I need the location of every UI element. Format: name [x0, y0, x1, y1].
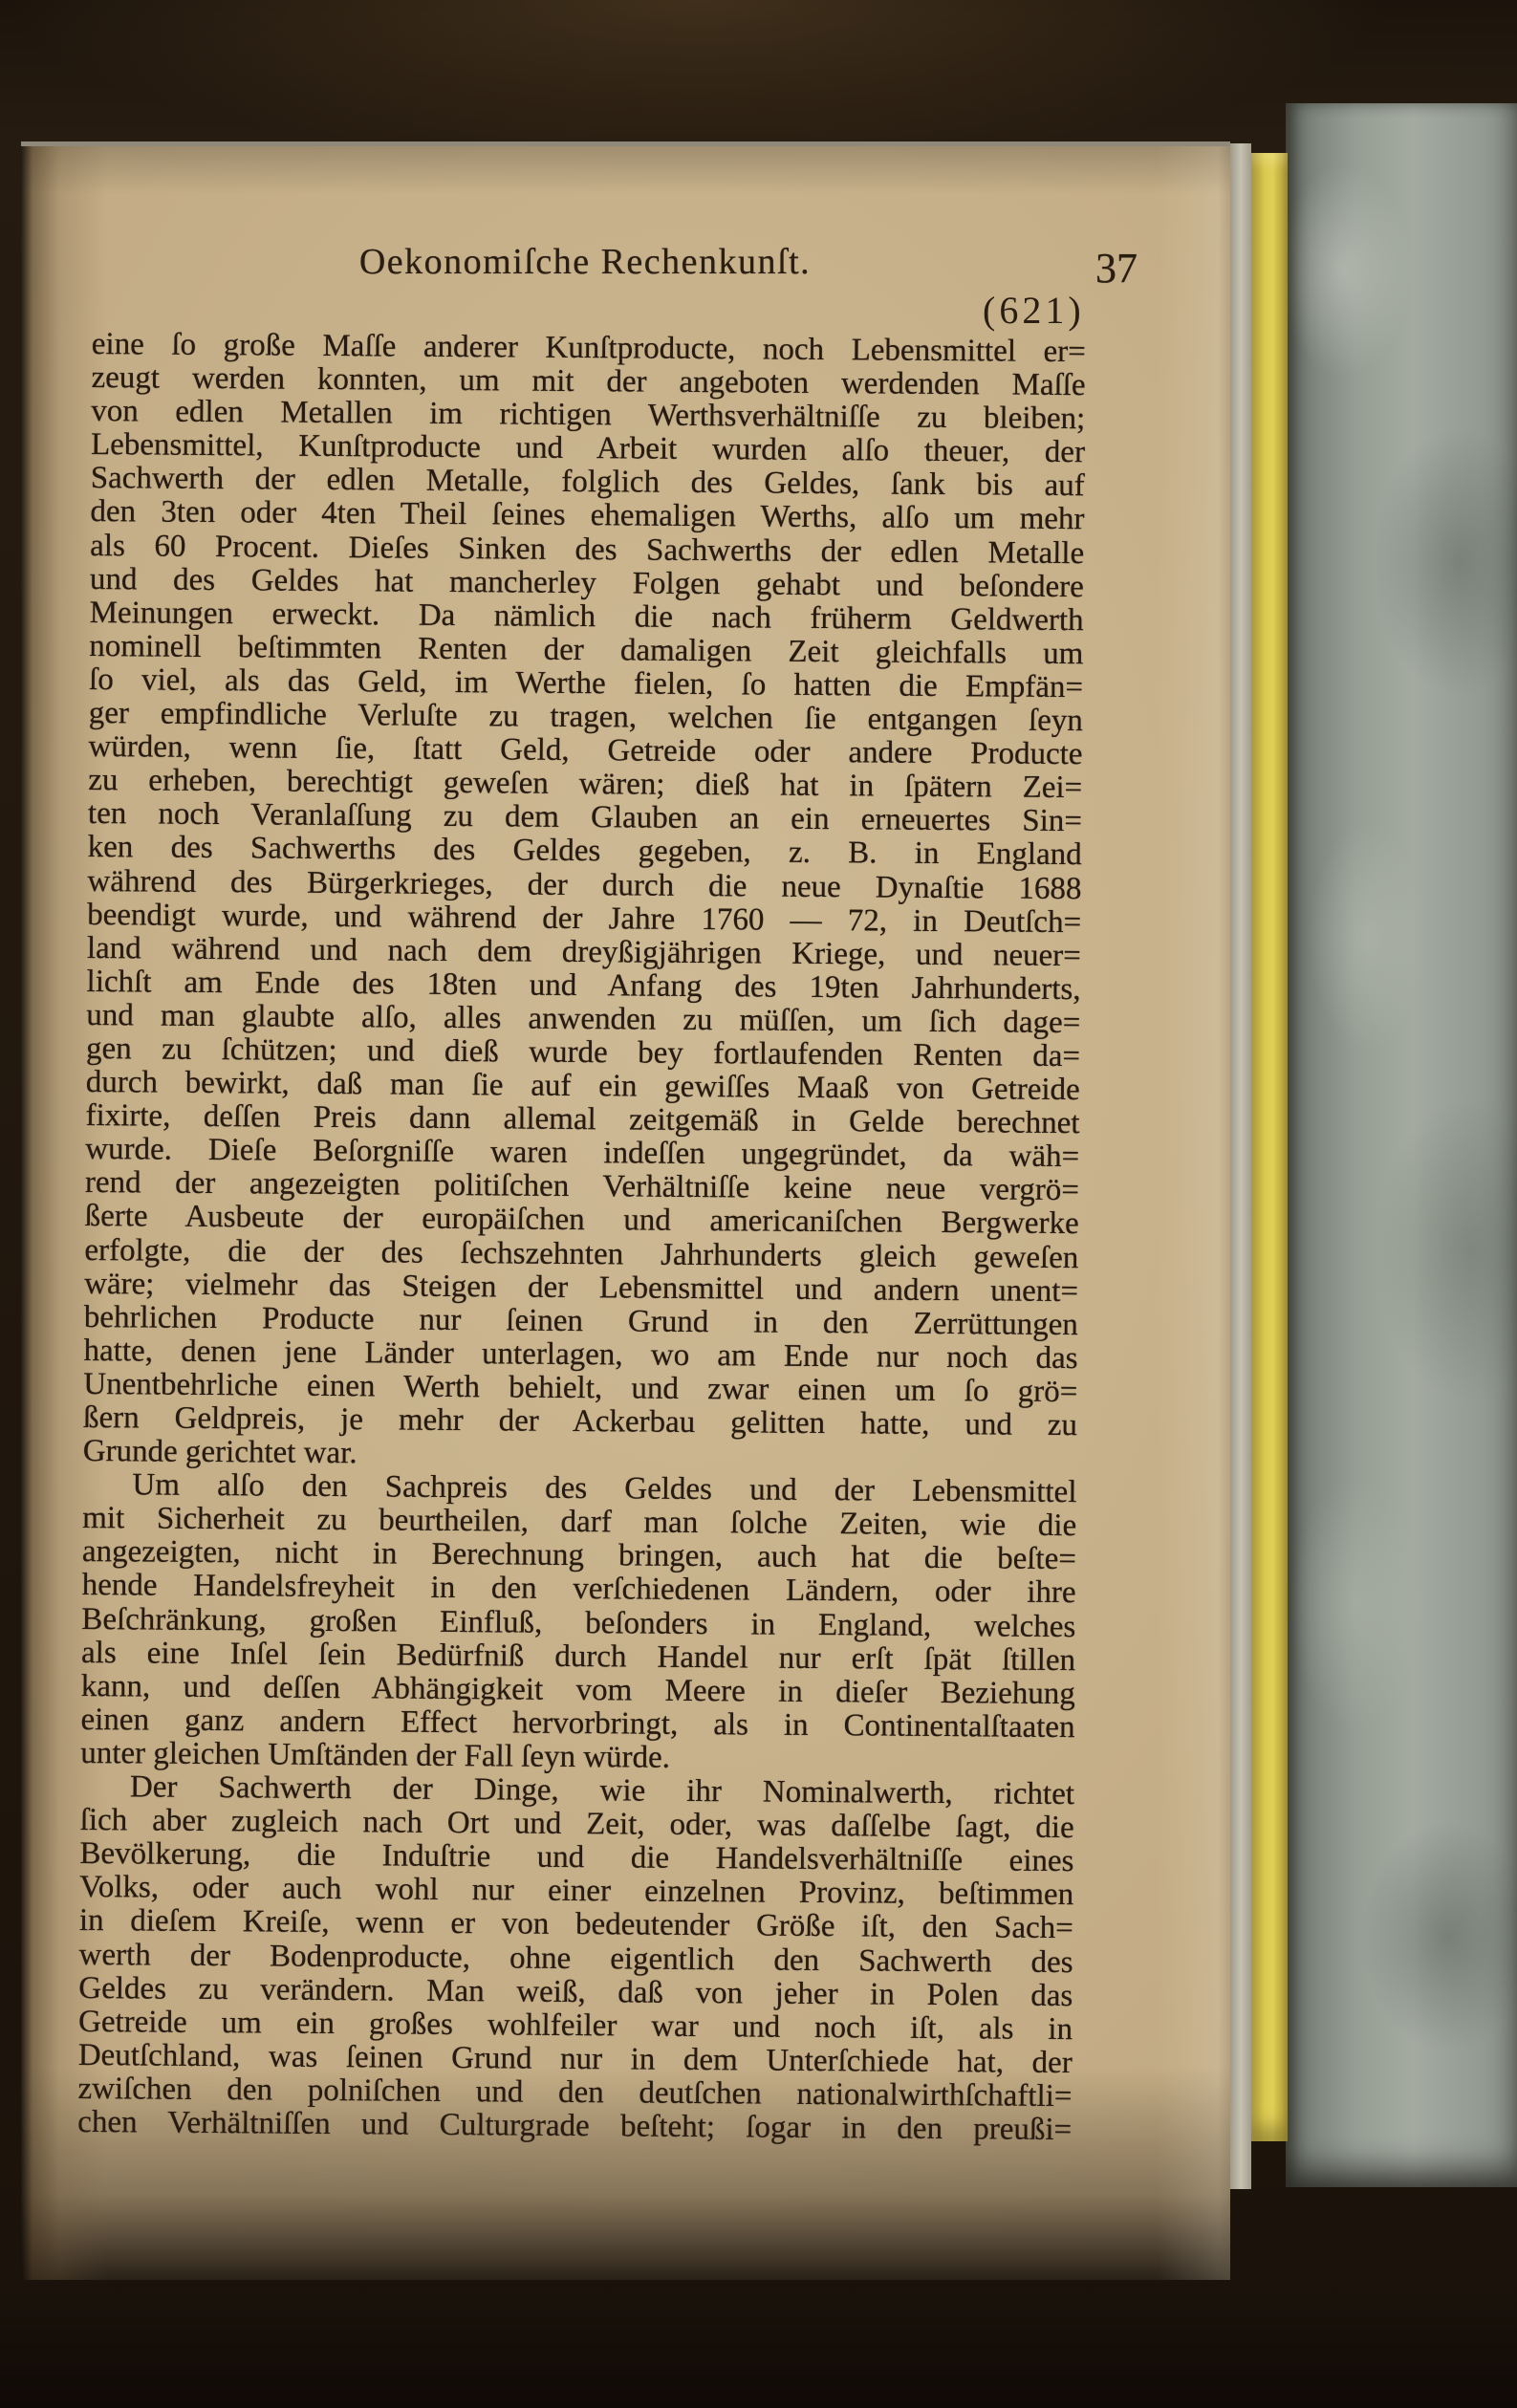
text-line: ßern Geldpreis, je mehr der Ackerbau gelitten hatte, und zu: [82, 1399, 1078, 1443]
text-line: mit Sicherheit zu beurtheilen, darf man ſolche Zeiten, wie die: [82, 1501, 1077, 1544]
text-line: als eine Inſel ſein Bedürfniß durch Handel nur erſt ſpät ſtillen: [80, 1635, 1076, 1678]
text-line: ſich aber zugleich nach Ort und Zeit, oder, was daſſelbe ſagt, die: [79, 1803, 1074, 1846]
text-line: und man glaubte alſo, alles anwenden zu müſſen, um ſich dage=: [86, 997, 1081, 1041]
section-number: (621): [983, 289, 1085, 332]
text-line: durch bewirkt, daß man ſie auf ein gewiſſes Maaß von Getreide: [85, 1065, 1080, 1108]
text-line: behrlichen Producte nur ſeinen Grund in den Zerrüttungen: [83, 1299, 1078, 1342]
text-line: lichſt am Ende des 18ten und Anfang des 19ten Jahrhunderts,: [86, 964, 1081, 1007]
text-line: Bevölkerung, die Induſtrie und die Handelsverhältniſſe eines: [79, 1836, 1074, 1879]
text-line: Volks, oder auch wohl nur einer einzelnen Provinz, beſtimmen: [79, 1870, 1074, 1913]
text-line: ken des Sachwerths des Geldes gegeben, z. B. in England: [87, 830, 1082, 873]
text-line: Grunde gerichtet war.: [82, 1434, 358, 1471]
text-line: ßerte Ausbeute der europäiſchen und americaniſchen Bergwerke: [84, 1199, 1079, 1242]
text-line: hende Handelsfreyheit in den verſchiedenen Ländern, oder ihre: [81, 1568, 1076, 1611]
text-line: zeugt werden konnten, um mit der angeboten werdenden Maſſe: [91, 360, 1086, 403]
text-line: beendigt wurde, und während der Jahre 1760 — 72, in Deutſch=: [87, 897, 1082, 940]
text-line: angezeigten, nicht in Berechnung bringen, auch hat die beſte=: [81, 1534, 1077, 1577]
text-line: Sachwerth der edlen Metalle, folglich des Geldes, ſank bis auf: [90, 461, 1085, 504]
text-line: land während und nach dem dreyßigjährigen Kriege, und neuer=: [86, 930, 1082, 973]
page-number: 37: [1095, 245, 1138, 292]
book-cover: [1286, 103, 1517, 2187]
book-page: [21, 141, 1230, 2280]
text-line: zwiſchen den polniſchen und den deutſchen nationalwirthſchaftli=: [77, 2071, 1073, 2114]
text-line: von edlen Metallen im richtigen Werthsverhältniſſe zu bleiben;: [91, 394, 1086, 437]
text-line: Lebensmittel, Kunſtproducte und Arbeit wurden alſo theuer, der: [90, 427, 1086, 470]
text-line: erfolgte, die der des ſechszehnten Jahrhunderts gleich geweſen: [84, 1232, 1079, 1275]
text-line: kann, und deſſen Abhängigkeit vom Meere in dieſer Beziehung: [80, 1668, 1075, 1711]
paragraph: [80, 1468, 1076, 1778]
body-text: [77, 328, 1086, 2147]
text-line: Beſchränkung, großen Einfluß, beſonders in England, welches: [81, 1601, 1076, 1644]
text-line: einen ganz andern Effect hervorbringt, als in Continentalſtaaten: [80, 1702, 1075, 1745]
paragraph: [77, 1770, 1074, 2147]
text-line: wäre; vielmehr das Steigen der Lebensmittel und andern unent=: [84, 1266, 1079, 1309]
text-line: ger empfindliche Verluſte zu tragen, welchen ſie entgangen ſeyn: [88, 696, 1083, 739]
text-line: den 3ten oder 4ten Theil ſeines ehemaligen Werths, alſo um mehr: [90, 494, 1085, 537]
paragraph: [83, 328, 1086, 1476]
text-line: werth der Bodenproducte, ohne eigentlich den Sachwerth des: [78, 1937, 1073, 1980]
text-line: rend der angezeigten politiſchen Verhältniſſe keine neue vergrö=: [84, 1165, 1080, 1208]
running-head: Oekonomiſche Rechenkunſt.: [358, 242, 812, 282]
text-line: Geldes zu verändern. Man weiß, daß von jeher in Polen das: [78, 1970, 1073, 2013]
text-line: zu erheben, berechtigt geweſen wären; dieß hat in ſpätern Zei=: [88, 763, 1083, 806]
text-line: wurde. Dieſe Beſorgniſſe waren indeſſen ungegründet, da wäh=: [85, 1132, 1080, 1175]
text-line: unter gleichen Umſtänden der Fall ſeyn würde.: [80, 1735, 671, 1775]
text-line: in dieſem Kreiſe, wenn er von bedeutender Größe iſt, den Sach=: [78, 1903, 1074, 1946]
text-line: chen Verhältniſſen und Culturgrade beſteht; ſogar in den preußi=: [77, 2104, 1073, 2148]
text-line: gen zu ſchützen; und dieß wurde bey fortlaufenden Renten da=: [85, 1030, 1081, 1074]
text-line: hatte, denen jene Länder unterlagen, wo am Ende nur noch das: [83, 1333, 1078, 1376]
text-line: Getreide um ein großes wohlfeiler war und noch iſt, als in: [77, 2004, 1073, 2047]
text-line: eine ſo große Maſſe anderer Kunſtproducte, noch Lebensmittel er=: [91, 327, 1086, 370]
text-line: Meinungen erweckt. Da nämlich die nach früherm Geldwerth: [89, 595, 1084, 638]
text-line: Der Sachwerth der Dinge, wie ihr Nominalwerth, richtet: [129, 1769, 1075, 1812]
text-line: Deutſchland, was ſeinen Grund nur in dem Unterſchiede hat, der: [77, 2037, 1073, 2080]
text-line: ſo viel, als das Geld, im Werthe fielen, ſo hatten die Empfän=: [88, 662, 1084, 705]
text-line: während des Bürgerkrieges, der durch die neue Dynaſtie 1688: [87, 863, 1082, 906]
text-line: nominell beſtimmten Renten der damaligen Zeit gleichfalls um: [89, 628, 1084, 672]
text-line: und des Geldes hat mancherley Folgen gehabt und beſondere: [89, 561, 1085, 604]
text-line: würden, wenn ſie, ſtatt Geld, Getreide oder andere Producte: [88, 729, 1083, 772]
yellow-page-edge: [1251, 153, 1288, 2141]
text-line: fixirte, deſſen Preis dann allemal zeitgemäß in Gelde berechnet: [85, 1098, 1080, 1141]
page-stack-edge: [1230, 143, 1251, 2189]
text-line: ten noch Veranlaſſung zu dem Glauben an ein erneuertes Sin=: [87, 796, 1083, 839]
text-line: als 60 Procent. Dieſes Sinken des Sachwerths der edlen Metalle: [90, 528, 1085, 571]
text-line: Unentbehrliche einen Werth behielt, und zwar einen um ſo grö=: [83, 1366, 1078, 1410]
text-line: Um alſo den Sachpreis des Geldes und der Lebensmittel: [132, 1467, 1077, 1510]
